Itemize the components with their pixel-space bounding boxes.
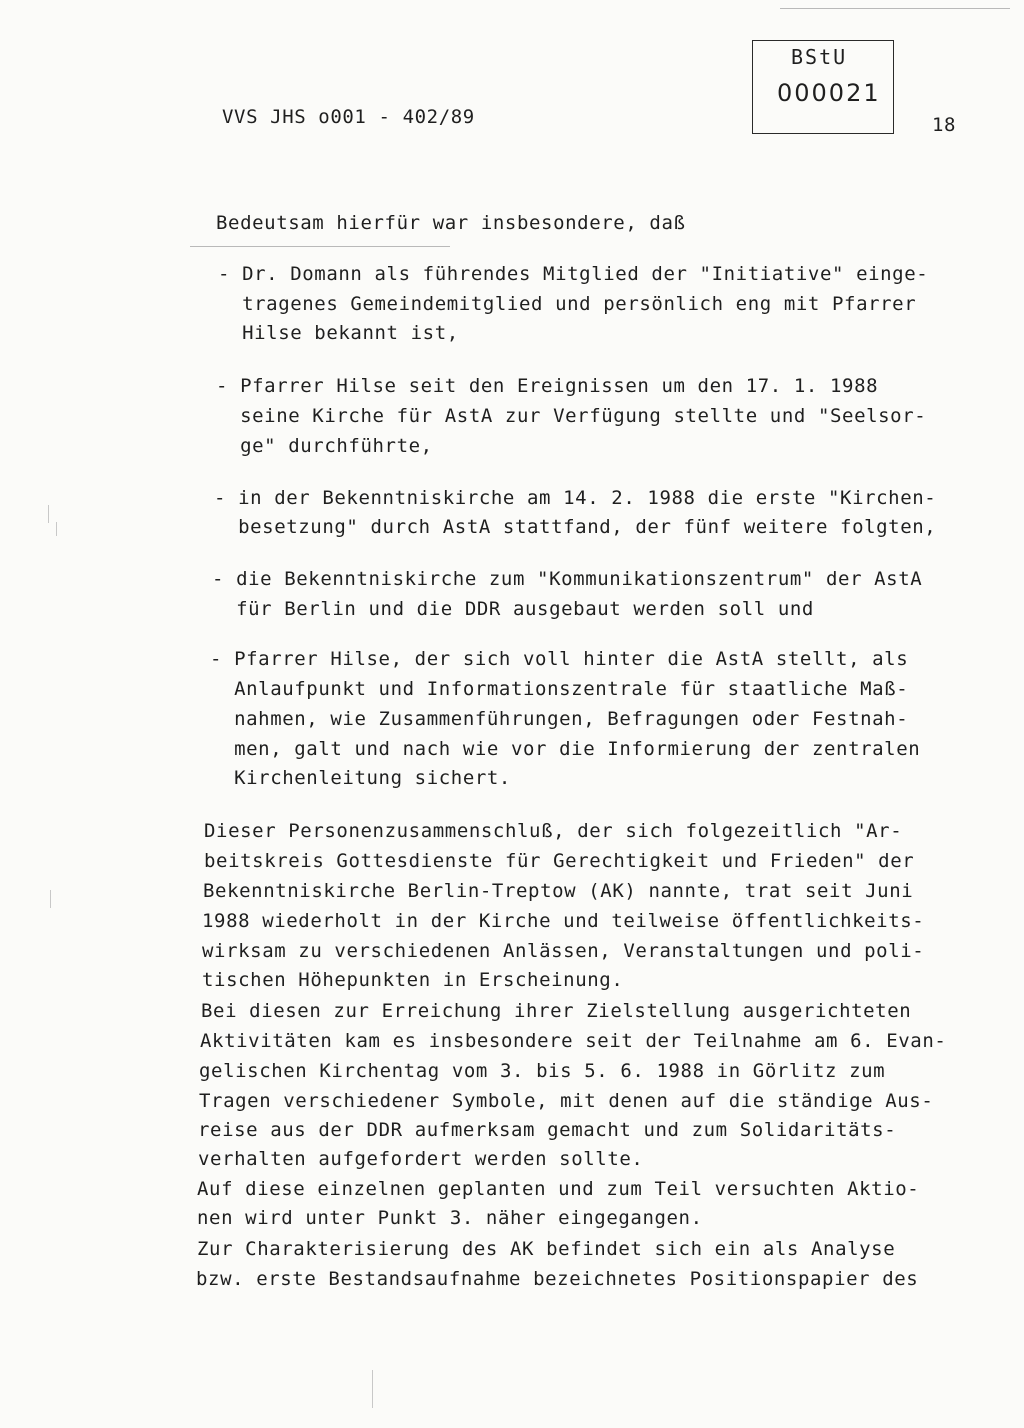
paragraph-line: Dieser Personenzusammenschluß, der sich folgezeitlich "Ar- xyxy=(204,820,903,842)
bullet-line: besetzung" durch AstA stattfand, der fünf weitere folgten, xyxy=(214,516,937,538)
paragraph-line: gelischen Kirchentag vom 3. bis 5. 6. 1988 in Görlitz zum xyxy=(199,1060,886,1082)
paragraph-line: nen wird unter Punkt 3. näher eingegangen. xyxy=(197,1207,703,1229)
paragraph-line: beitskreis Gottesdienste für Gerechtigkeit und Frieden" der xyxy=(204,850,915,872)
paragraph-line: 1988 wiederholt in der Kirche und teilweise öffentlichkeits- xyxy=(202,910,925,932)
paragraph-line: Bei diesen zur Erreichung ihrer Zielstellung ausgerichteten xyxy=(201,1000,912,1022)
scan-mark xyxy=(48,505,49,523)
page-number: 18 xyxy=(932,114,957,136)
stamp-number: 000021 xyxy=(777,79,881,107)
scan-mark xyxy=(50,890,51,908)
scan-mark xyxy=(56,522,57,536)
bullet-line: nahmen, wie Zusammenführungen, Befragungen oder Festnah- xyxy=(210,708,909,730)
scan-rule-top xyxy=(780,8,1010,9)
bullet-line: - Pfarrer Hilse seit den Ereignissen um den 17. 1. 1988 xyxy=(216,375,879,397)
bullet-line: seine Kirche für AstA zur Verfügung stellte und "Seelsor- xyxy=(216,405,927,427)
bullet-line: Hilse bekannt ist, xyxy=(218,322,459,344)
paragraph-line: reise aus der DDR aufmerksam gemacht und zum Solidaritäts- xyxy=(198,1119,897,1141)
stamp-label: BStU xyxy=(791,45,848,69)
paragraph-line: Auf diese einzelnen geplanten und zum Teil versuchten Aktio- xyxy=(197,1178,920,1200)
bullet-line: - die Bekenntniskirche zum "Kommunikationszentrum" der AstA xyxy=(212,568,923,590)
paragraph-line: verhalten aufgefordert werden sollte. xyxy=(198,1148,644,1170)
scan-mark xyxy=(372,1370,373,1408)
bullet-line: men, galt und nach wie vor die Informierung der zentralen xyxy=(210,738,921,760)
scan-rule-intro xyxy=(190,246,450,247)
paragraph-line: wirksam zu verschiedenen Anlässen, Veranstaltungen und poli- xyxy=(202,940,925,962)
bullet-line: ge" durchführte, xyxy=(216,435,433,457)
bullet-line: - in der Bekenntniskirche am 14. 2. 1988 die erste "Kirchen- xyxy=(214,487,937,509)
bullet-line: - Dr. Domann als führendes Mitglied der "Initiative" einge- xyxy=(218,263,929,285)
intro-line: Bedeutsam hierfür war insbesondere, daß xyxy=(216,212,686,234)
paragraph-line: Tragen verschiedener Symbole, mit denen auf die ständige Aus- xyxy=(199,1090,934,1112)
paragraph-line: Bekenntniskirche Berlin-Treptow (AK) nannte, trat seit Juni xyxy=(203,880,914,902)
bullet-line: für Berlin und die DDR ausgebaut werden soll und xyxy=(212,598,814,620)
bullet-line: Anlaufpunkt und Informationszentrale für staatliche Maß- xyxy=(210,678,909,700)
paragraph-line: Aktivitäten kam es insbesondere seit der Teilnahme am 6. Evan- xyxy=(200,1030,947,1052)
archive-stamp xyxy=(752,40,894,134)
paragraph-line: tischen Höhepunkten in Erscheinung. xyxy=(202,969,624,991)
paragraph-line: Zur Charakterisierung des AK befindet sich ein als Analyse xyxy=(197,1238,896,1260)
bullet-line: Kirchenleitung sichert. xyxy=(210,767,511,789)
paragraph-line: bzw. erste Bestandsaufnahme bezeichnetes Positionspapier des xyxy=(196,1268,919,1290)
bullet-line: - Pfarrer Hilse, der sich voll hinter die AstA stellt, als xyxy=(210,648,909,670)
document-reference: VVS JHS o001 - 402/89 xyxy=(222,106,475,128)
bullet-line: tragenes Gemeindemitglied und persönlich eng mit Pfarrer xyxy=(218,293,917,315)
